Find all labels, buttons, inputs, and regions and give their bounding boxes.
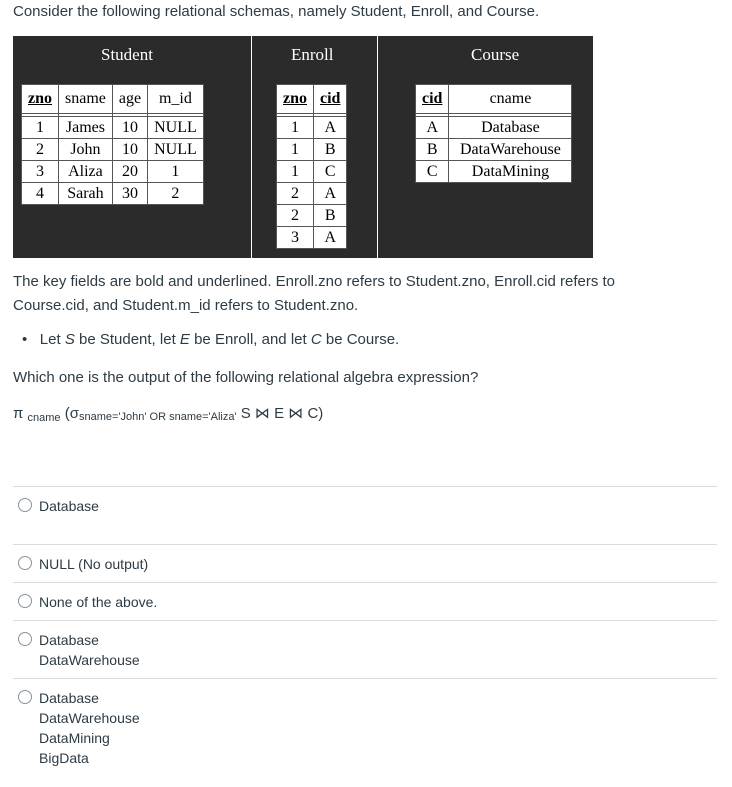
radio-button[interactable] (18, 498, 32, 512)
bullet-text: be Enroll, and let (189, 331, 311, 348)
table-row (416, 139, 572, 161)
table-cell: 30 (112, 183, 147, 205)
expression-paren: ( (60, 405, 70, 422)
enroll-header-row (277, 85, 347, 114)
table-row (22, 161, 204, 183)
table-cell: DataMining (449, 161, 572, 183)
sigma-subscript: sname='John' OR sname='Aliza' (79, 411, 237, 423)
table-row (277, 227, 347, 249)
option-label: None of the above. (39, 594, 158, 610)
table-cell: A (314, 183, 347, 205)
student-col-age: age (112, 85, 147, 114)
option-2[interactable] (18, 554, 148, 574)
option-label: BigData (39, 750, 89, 766)
option-label: NULL (No output) (39, 556, 149, 572)
table-cell: Aliza (59, 161, 113, 183)
bullet-var-s: S (64, 331, 75, 348)
table-cell: James (59, 117, 113, 139)
table-cell: 1 (22, 117, 59, 139)
enroll-col-cid: cid (314, 85, 347, 114)
table-cell: 10 (112, 139, 147, 161)
student-col-sname: sname (59, 85, 113, 114)
course-title: Course (471, 45, 520, 64)
bullet-text: be Student, let (74, 331, 180, 348)
table-cell: 1 (148, 161, 204, 183)
intro-text: Consider the following relational schemas, namely Student, Enroll, and Course. (13, 3, 540, 20)
table-cell: 2 (277, 205, 314, 227)
student-col-zno: zno (22, 85, 59, 114)
table-cell: 3 (22, 161, 59, 183)
course-col-cname: cname (449, 85, 572, 114)
option-label: DataMining (39, 730, 110, 746)
table-cell: 1 (277, 139, 314, 161)
course-col-cid: cid (416, 85, 449, 114)
option-divider (13, 620, 717, 621)
enroll-table (276, 84, 347, 249)
bullet-text: be Course. (321, 331, 400, 348)
table-cell: Database (449, 117, 572, 139)
student-header-row (22, 85, 204, 114)
table-cell: John (59, 139, 113, 161)
table-cell: A (314, 117, 347, 139)
table-cell: 2 (22, 139, 59, 161)
student-table (21, 84, 204, 205)
option-label: Database (39, 690, 99, 706)
table-row (416, 117, 572, 139)
bullet-item (22, 331, 399, 348)
question-text: Which one is the output of the following relational algebra expression? (13, 369, 479, 386)
option-label: Database (39, 632, 99, 648)
table-row (277, 139, 347, 161)
radio-button[interactable] (18, 632, 32, 646)
bullet-text: Let (39, 331, 65, 348)
table-cell: 2 (277, 183, 314, 205)
table-row (277, 205, 347, 227)
option-4[interactable] (18, 630, 140, 670)
student-col-mid: m_id (148, 85, 204, 114)
panel-divider (251, 36, 252, 258)
option-divider (13, 544, 717, 545)
table-cell: 3 (277, 227, 314, 249)
table-cell: B (416, 139, 449, 161)
option-label: Database (39, 498, 99, 514)
bullet-var-e: E (179, 331, 190, 348)
sigma-symbol: σ (69, 405, 79, 422)
course-table (415, 84, 572, 183)
table-cell: NULL (148, 117, 204, 139)
option-1[interactable] (18, 496, 99, 516)
course-header-row (416, 85, 572, 114)
table-cell: 2 (148, 183, 204, 205)
option-5[interactable] (18, 688, 140, 768)
bullet-mark: • (22, 331, 28, 348)
table-row (277, 183, 347, 205)
table-row (277, 117, 347, 139)
bullet-var-c: C (310, 331, 322, 348)
table-cell: A (314, 227, 347, 249)
schema-panel (13, 36, 593, 258)
option-divider (13, 678, 717, 679)
table-cell: B (314, 139, 347, 161)
table-cell: C (314, 161, 347, 183)
pi-subscript: cname (27, 412, 61, 424)
table-cell: DataWarehouse (449, 139, 572, 161)
table-row (277, 161, 347, 183)
panel-divider (377, 36, 378, 258)
table-cell: 20 (112, 161, 147, 183)
table-cell: 1 (277, 161, 314, 183)
table-cell: 4 (22, 183, 59, 205)
relational-expression (13, 404, 323, 424)
table-row (22, 139, 204, 161)
option-label: DataWarehouse (39, 710, 140, 726)
expression-join: S ⋈ E ⋈ C) (236, 405, 324, 422)
radio-button[interactable] (18, 556, 32, 570)
table-cell: NULL (148, 139, 204, 161)
table-cell: A (416, 117, 449, 139)
table-cell: Sarah (59, 183, 113, 205)
enroll-title: Enroll (291, 45, 334, 64)
table-cell: B (314, 205, 347, 227)
table-cell: C (416, 161, 449, 183)
table-cell: 10 (112, 117, 147, 139)
table-cell: 1 (277, 117, 314, 139)
option-label: DataWarehouse (39, 652, 140, 668)
key-note-line-2: Course.cid, and Student.m_id refers to Student.zno. (13, 297, 359, 314)
student-title: Student (101, 45, 153, 64)
radio-button[interactable] (18, 594, 32, 608)
table-row (22, 183, 204, 205)
key-note-line-1: The key fields are bold and underlined. Enroll.zno refers to Student.zno, Enroll.cid refers to (13, 273, 615, 290)
option-divider (13, 486, 717, 487)
option-divider (13, 582, 717, 583)
table-row (22, 117, 204, 139)
enroll-col-zno: zno (277, 85, 314, 114)
table-row (416, 161, 572, 183)
option-3[interactable] (18, 592, 157, 612)
radio-button[interactable] (18, 690, 32, 704)
pi-symbol: π (13, 405, 24, 422)
